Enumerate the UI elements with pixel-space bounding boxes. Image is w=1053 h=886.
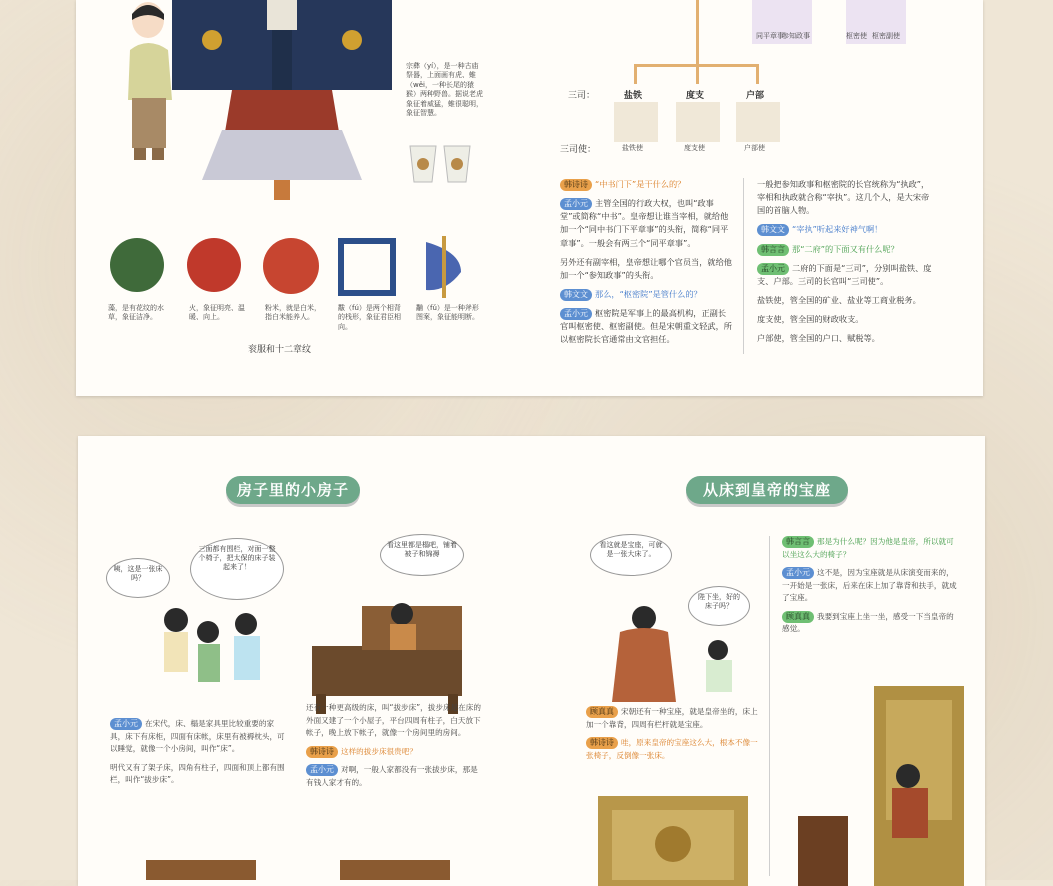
top-label: 枢密副使 [872, 32, 900, 40]
emblem-fire-icon [187, 238, 241, 292]
department: 户部 [746, 91, 765, 101]
org-connector [696, 0, 699, 66]
paragraph: 顾真真 宋朝还有一种宝座，就是皇帝坐的，床上加一个靠背，四周有栏杆就是宝座。 [586, 707, 758, 729]
dialogue-item: 韩诗诗 “中书门下”是干什么的？ [560, 178, 732, 191]
emblem-desc: 黼（fǔ）是一种斧形图案，象征能明断。 [416, 304, 479, 322]
ceremonial-note: 宗彝（yí），是一种古庙祭器，上面画有虎、蜼（wěi，一种长尾的猿猴）两种野兽。据说老虎象征着威猛，蜼很聪明，象征智慧。 [406, 62, 483, 118]
paragraph: 顾真真 我要到宝座上坐一坐，感受一下当皇帝的感觉。 [782, 611, 954, 634]
dialogue-item: 韩文文 那么，“枢密院”是管什么的？ [560, 288, 732, 301]
bed-illustration [312, 586, 462, 716]
speech-bubble: 咦，这是一张床吗？ [106, 558, 170, 598]
speech-bubble: 三面都有围栏，对面一整个椅子，把太保的床子装起来了！ [190, 538, 284, 600]
dialogue-item: 一般把参知政事和枢密院的长官统称为“执政”，宰相和执政就合称“宰执”。这几个人，是大宋帝国的首脑人物。 [757, 179, 930, 216]
children-illustration [148, 602, 278, 714]
text-block-right-a [586, 706, 758, 768]
paragraph: 明代又有了架子床，四角有柱子，四面和顶上都有围栏，叫作“拔步床”。 [110, 762, 285, 785]
speech-bubble: 看这里都是榻吧，铺着被子和锦褥 [380, 534, 464, 576]
paragraph: 韩言言 那是为什么呢？因为他是皇帝，所以就可以坐这么大的椅子？ [782, 537, 954, 559]
cups-illustration [408, 140, 474, 190]
page-bottom [78, 436, 985, 886]
figure-caption: 衮服和十二章纹 [248, 345, 312, 355]
department-building-icon [676, 102, 720, 142]
column-divider [769, 536, 770, 876]
dialogue-item: 户部使，管全国的户口、赋税等。 [757, 333, 880, 344]
paragraph: 孟小元 对啊，一般人家都没有一张拔步床，那是有钱人家才有的。 [306, 765, 478, 787]
dialogue-item: 度支使，管全国的财政收支。 [757, 314, 864, 324]
emblem-axe-icon [416, 232, 472, 302]
paragraph: 孟小元 在宋代，床、榻是家具里比较重要的家具，床下有床柜，四面有床帐，床里有被褥枕头，可以睡觉，就像一个小房间，叫作“床”。 [110, 719, 285, 754]
throne-illustration [588, 786, 758, 886]
section-title-left: 房子里的小房子 [226, 476, 360, 504]
dialogue-item: 韩言言 那“二府”的下面又有什么呢？ [757, 243, 933, 256]
top-label: 枢密使 [846, 32, 867, 40]
speech-bubble: 看这就是宝座，可就是一张大床了。 [590, 534, 672, 576]
paragraph: 韩诗诗 这样的拔步床很贵吧？ [306, 746, 482, 759]
dialogue-item: 韩文文 “宰执”听起来好神气啊！ [757, 223, 933, 236]
emblem-desc: 藻，是有花纹的水草，象征洁净。 [108, 304, 164, 322]
emblem-rice-icon [263, 238, 319, 294]
teacher-child-illustration [598, 602, 748, 706]
org-connector [634, 64, 637, 84]
emblem-fu-icon [338, 238, 396, 296]
speech-bubble: 陛下坐，好的床子吗？ [688, 586, 750, 626]
column-divider [743, 178, 744, 354]
paragraph: 还有一种更高级的床，叫“拔步床”，拔步床是在床的外面又建了一个小屋子，平台四周有柱子，白天放下帐子，晚上放下帐子，就像一个房间里的房间。 [306, 703, 481, 738]
bed-illustration-bottom [146, 860, 256, 880]
top-label: 参知政事 [782, 32, 810, 40]
level-label: 三司： [568, 91, 596, 101]
dialogue-left [560, 178, 732, 352]
dialogue-item: 孟小元 二府的下面是“三司”，分别叫盐铁、度支、户部。三司的长官叫“三司使”。 [757, 262, 932, 286]
level-label: 三司使： [560, 145, 597, 155]
official-label: 户部使 [744, 144, 765, 152]
official-label: 盐铁使 [622, 144, 643, 152]
department: 盐铁 [624, 91, 643, 101]
top-label: 同平章事 [756, 32, 784, 40]
dialogue-item: 孟小元 主管全国的行政大权，也叫“政事堂”或简称“中书”。皇帝想让谁当宰相，就给他加一个“同中书门下平章事”的头衔，简称“同平章事”。一般会有两三个“同平章事”。 [560, 198, 729, 248]
text-block-left-b [306, 702, 482, 795]
emblem-desc: 火，象征明亮、温暖、向上。 [189, 304, 245, 322]
robe-illustration [172, 0, 392, 210]
dialogue-item: 另外还有副宰相，皇帝想让哪个官员当，就给他加一个“参知政事”的头衔。 [560, 256, 732, 280]
bed-illustration-bottom [340, 860, 450, 880]
section-title-right: 从床到皇帝的宝座 [686, 476, 848, 504]
emblem-desc: 粉米，就是白米，指白米能养人。 [265, 304, 321, 322]
emperor-throne-illustration [778, 686, 968, 886]
org-connector [696, 64, 699, 84]
text-block-right-b [782, 536, 958, 642]
page-top [76, 0, 983, 396]
paragraph: 孟小元 这不是，因为宝座就是从床演变而来的，一开始是一张床，后来在床上加了靠背和扶手，就成了宝座。 [782, 568, 957, 603]
text-block-left-a [110, 718, 286, 793]
department-building-icon [614, 102, 658, 142]
emblem-desc: 黻（fú）是两个相背的栈形，象征君臣相向。 [338, 304, 401, 331]
dialogue-item: 孟小元 枢密院是军事上的最高机构，正副长官叫枢密使、枢密副使。但是宋朝重文轻武，所以枢密院长官通常由文官担任。 [560, 308, 732, 345]
dialogue-item: 盐铁使，管全国的矿业、盐业等工商业税务。 [757, 294, 921, 305]
official-label: 度支使 [684, 144, 705, 152]
department: 度支 [686, 91, 705, 101]
dialogue-right [757, 178, 933, 351]
department-building-icon [736, 102, 780, 142]
paragraph: 韩诗诗 哇，原来皇帝的宝座这么大，根本不像一张椅子，反倒像一张床。 [586, 738, 758, 760]
org-connector [756, 64, 759, 84]
emblem-algae-icon [110, 238, 164, 292]
